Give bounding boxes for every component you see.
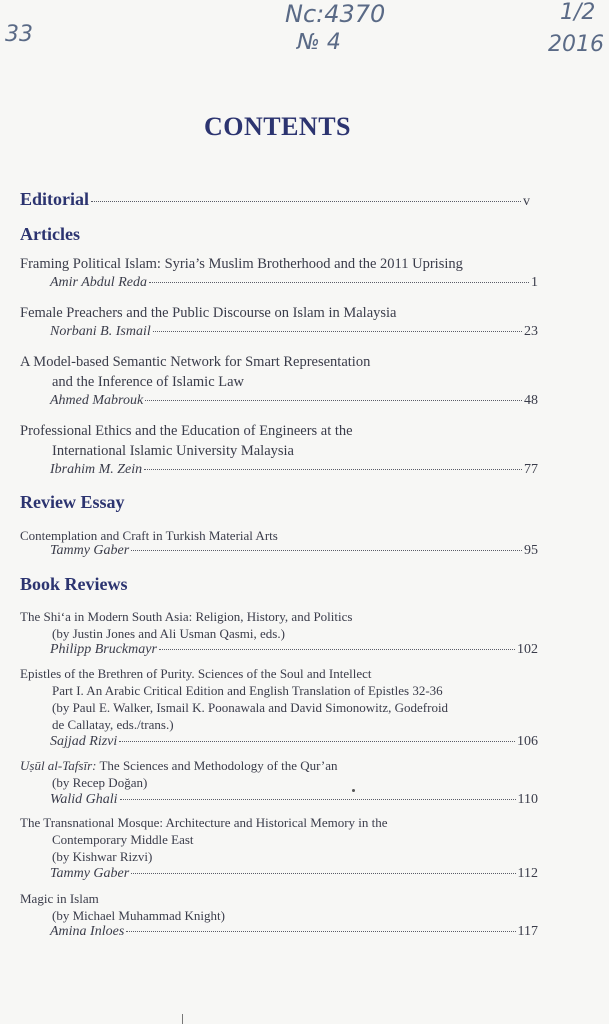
section-heading-articles: Articles xyxy=(20,224,80,244)
book-title[interactable]: Magic in Islam xyxy=(20,891,99,906)
article-title[interactable]: A Model-based Semantic Network for Smart Representation xyxy=(20,354,371,370)
reviewer-row[interactable] xyxy=(50,866,538,882)
handwritten-accession: Nc:4370 xyxy=(285,0,386,28)
article-author: Norbani B. Ismail xyxy=(50,324,151,339)
article-author-row[interactable] xyxy=(50,462,538,478)
review-essay-title[interactable]: Contemplation and Craft in Turkish Material Arts xyxy=(20,528,278,543)
leader-dots xyxy=(126,930,515,932)
review-essay-author-row[interactable] xyxy=(50,543,538,559)
section-heading-review-essay: Review Essay xyxy=(20,492,125,512)
article-author: Ibrahim M. Zein xyxy=(50,462,143,477)
page-number: 23 xyxy=(524,324,538,339)
leader-dots xyxy=(91,200,521,202)
book-editors-cont: de Callatay, eds./trans.) xyxy=(52,717,174,732)
reviewer-row[interactable] xyxy=(50,642,538,658)
page-number: 112 xyxy=(517,866,538,881)
reviewer-name: Walid Ghali xyxy=(50,792,118,807)
reviewer-name: Tammy Gaber xyxy=(50,866,130,881)
handwritten-year: 2016 xyxy=(548,32,604,57)
article-author: Amir Abdul Reda xyxy=(50,275,147,290)
editorial-label: Editorial xyxy=(20,189,90,209)
book-title[interactable]: The Transnational Mosque: Architecture and Historical Memory in the xyxy=(20,815,388,830)
article-title[interactable]: Female Preachers and the Public Discourse on Islam in Malaysia xyxy=(20,305,397,321)
leader-dots xyxy=(149,281,529,283)
leader-dots xyxy=(131,872,515,874)
editorial-entry[interactable] xyxy=(20,189,530,210)
page-number: 106 xyxy=(517,734,538,749)
leader-dots xyxy=(153,330,522,332)
reviewer-name: Sajjad Rizvi xyxy=(50,734,118,749)
reviewer-name: Amina Inloes xyxy=(50,924,125,939)
article-title-cont: International Islamic University Malaysia xyxy=(52,443,294,459)
ink-speck xyxy=(352,789,355,792)
leader-dots xyxy=(145,399,522,401)
book-title-italic: Uṣūl al-Tafsīr: xyxy=(20,758,97,773)
reviewer-row[interactable] xyxy=(50,734,538,750)
page-number: 110 xyxy=(517,792,538,807)
leader-dots xyxy=(119,740,515,742)
article-author-row[interactable] xyxy=(50,324,538,340)
book-editors: (by Justin Jones and Ali Usman Qasmi, eds.) xyxy=(52,626,285,641)
book-title[interactable]: The Shi‘a in Modern South Asia: Religion, History, and Politics xyxy=(20,609,353,624)
page-mark xyxy=(182,1014,183,1024)
book-editors: (by Paul E. Walker, Ismail K. Poonawala and David Simonowitz, Godefroid xyxy=(52,700,449,715)
page-number: 102 xyxy=(517,642,538,657)
page-number: v xyxy=(523,194,530,209)
page-number: 95 xyxy=(524,543,538,558)
book-title[interactable] xyxy=(20,758,338,774)
book-author: (by Recep Doğan) xyxy=(52,775,148,790)
handwritten-volume: 1/2 xyxy=(560,0,596,25)
book-title[interactable]: Epistles of the Brethren of Purity. Sciences of the Soul and Intellect xyxy=(20,666,372,681)
book-author: (by Kishwar Rizvi) xyxy=(52,849,153,864)
leader-dots xyxy=(131,549,522,551)
page-number: 117 xyxy=(517,924,538,939)
book-title-rest: The Sciences and Methodology of the Qur’an xyxy=(96,758,338,773)
leader-dots xyxy=(144,468,522,470)
leader-dots xyxy=(159,648,515,650)
section-heading-book-reviews: Book Reviews xyxy=(20,574,128,594)
book-subtitle: Part I. An Arabic Critical Edition and English Translation of Epistles 32-36 xyxy=(52,683,443,698)
book-author: (by Michael Muhammad Knight) xyxy=(52,908,225,923)
article-author-row[interactable] xyxy=(50,275,538,291)
leader-dots xyxy=(120,798,516,800)
handwritten-number: 33 xyxy=(5,22,33,47)
article-title[interactable]: Professional Ethics and the Education of Engineers at the xyxy=(20,423,353,439)
article-title-cont: and the Inference of Islamic Law xyxy=(52,374,245,390)
article-author: Ahmed Mabrouk xyxy=(50,393,144,408)
review-essay-author: Tammy Gaber xyxy=(50,543,130,558)
page-number: 77 xyxy=(524,462,538,477)
article-author-row[interactable] xyxy=(50,393,538,409)
page-number: 48 xyxy=(524,393,538,408)
article-title[interactable]: Framing Political Islam: Syria’s Muslim Brotherhood and the 2011 Uprising xyxy=(20,256,463,272)
handwritten-issue: № 4 xyxy=(297,30,341,55)
reviewer-row[interactable] xyxy=(50,792,538,808)
page-number: 1 xyxy=(531,275,538,290)
reviewer-row[interactable] xyxy=(50,924,538,940)
page-title: CONTENTS xyxy=(203,112,352,141)
reviewer-name: Philipp Bruckmayr xyxy=(50,642,157,657)
book-title-cont: Contemporary Middle East xyxy=(52,832,194,847)
